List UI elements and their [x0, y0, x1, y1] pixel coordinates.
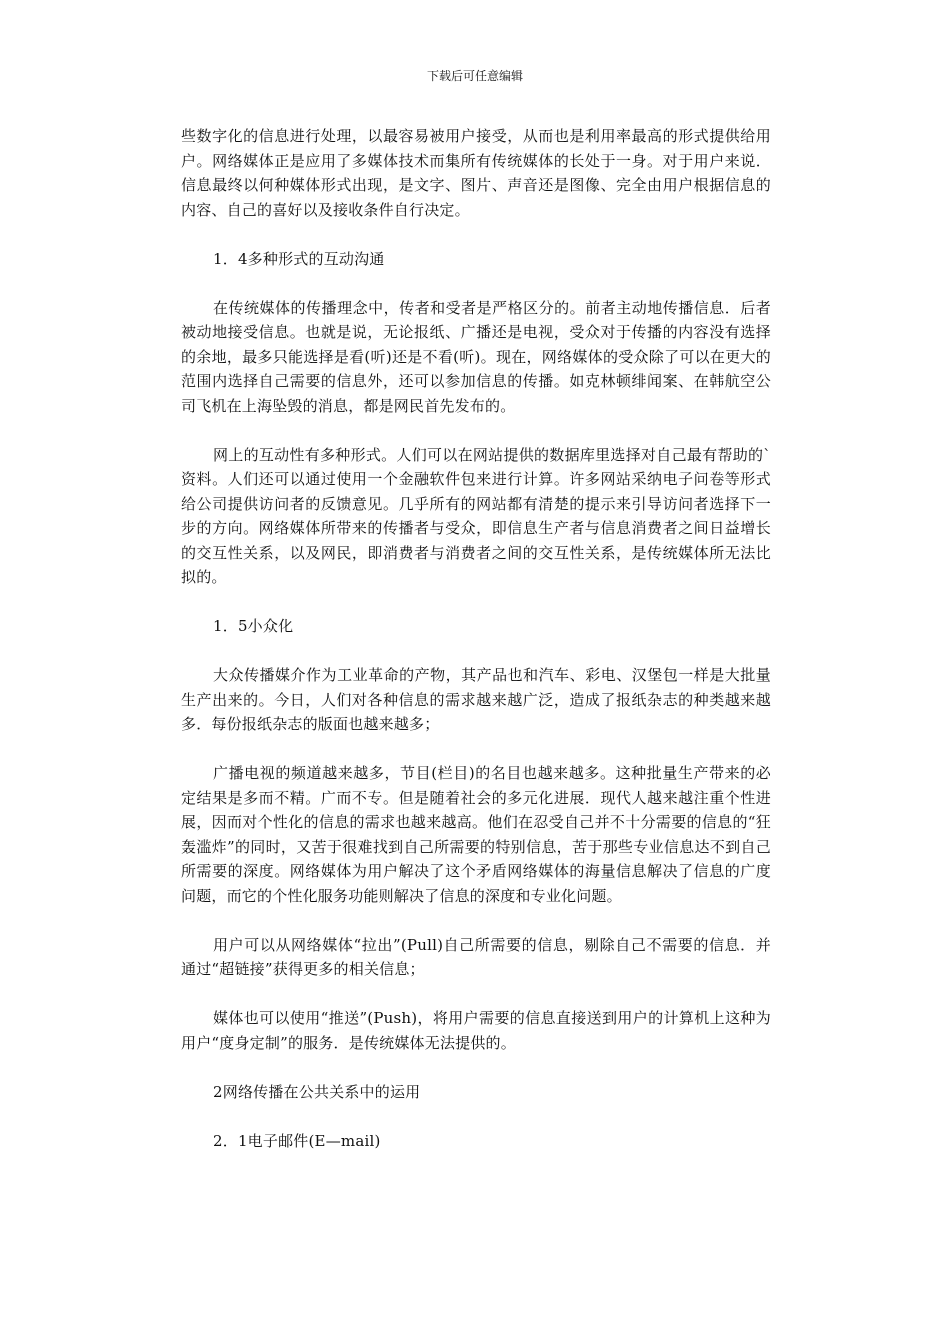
section-heading: 1．4多种形式的互动沟通 [213, 249, 385, 268]
body-paragraph: 大众传播媒介作为工业革命的产物，其产品也和汽车、彩电、汉堡包一样是大批量生产出来的。今日，人们对各种信息的需求越来越广泛，造成了报纸杂志的种类越来越多．每份报纸杂志的版面也越来越多； [181, 666, 771, 733]
body-paragraph: 媒体也可以使用“推送”(Push)，将用户需要的信息直接送到用户的计算机上这种为用户“度身定制”的服务．是传统媒体无法提供的。 [181, 1009, 771, 1052]
section-heading: 1．5小众化 [213, 617, 294, 635]
body-paragraph: 用户可以从网络媒体“拉出”(Pull)自己所需要的信息，剔除自己不需要的信息．并通过“超链接”获得更多的相关信息； [181, 935, 771, 978]
body-paragraph: 些数字化的信息进行处理，以最容易被用户接受，从而也是利用率最高的形式提供给用户。网络媒体正是应用了多媒体技术而集所有传统媒体的长处于一身。对于用户来说．信息最终以何种媒体形式出现，是文字、图片、声音还是图像、完全由用户根据信息的内容、自己的喜好以及接收条件自行决定。 [181, 127, 771, 219]
page-header: 下载后可任意编辑 [426, 69, 523, 83]
document-body [181, 124, 771, 1178]
body-paragraph: 在传统媒体的传播理念中，传者和受者是严格区分的。前者主动地传播信息．后者被动地接受信息。也就是说，无论报纸、广播还是电视，受众对于传播的内容没有选择的余地，最多只能选择是看(听)还是不看(听)。现在，网络媒体的受众除了可以在更大的范围内选择自己需要的信息外，还可以参加信息的传播。如克林顿绯闻案、在韩航空公司飞机在上海坠毁的消息，都是网民首先发布的。 [181, 298, 771, 415]
section-heading: 2．1电子邮件(E—mail) [213, 1131, 381, 1150]
section-heading: 2网络传播在公共关系中的运用 [213, 1082, 421, 1101]
body-paragraph: 广播电视的频道越来越多，节目(栏目)的名目也越来越多。这种批量生产带来的必定结果是多而不精。广而不专。但是随着社会的多元化进展．现代人越来越注重个性进展，因而对个性化的信息的需求也越来越高。他们在忍受自己并不十分需要的信息的“狂轰滥炸”的同时，又苦于很难找到自己所需要的特别信息，苦于那些专业信息达不到自己所需要的深度。网络媒体为用户解决了这个矛盾网络媒体的海量信息解决了信息的广度问题，而它的个性化服务功能则解决了信息的深度和专业化问题。 [181, 764, 771, 905]
body-paragraph: 网上的互动性有多种形式。人们可以在网站提供的数据库里选择对自己最有帮助的`资料。人们还可以通过使用一个金融软件包来进行计算。许多网站采纳电子问卷等形式给公司提供访问者的反馈意见。几乎所有的网站都有清楚的提示来引导访问者选择下一步的方向。网络媒体所带来的传播者与受众，即信息生产者与信息消费者之间日益增长的交互性关系，以及网民，即消费者与消费者之间的交互性关系，是传统媒体所无法比拟的。 [181, 445, 771, 586]
